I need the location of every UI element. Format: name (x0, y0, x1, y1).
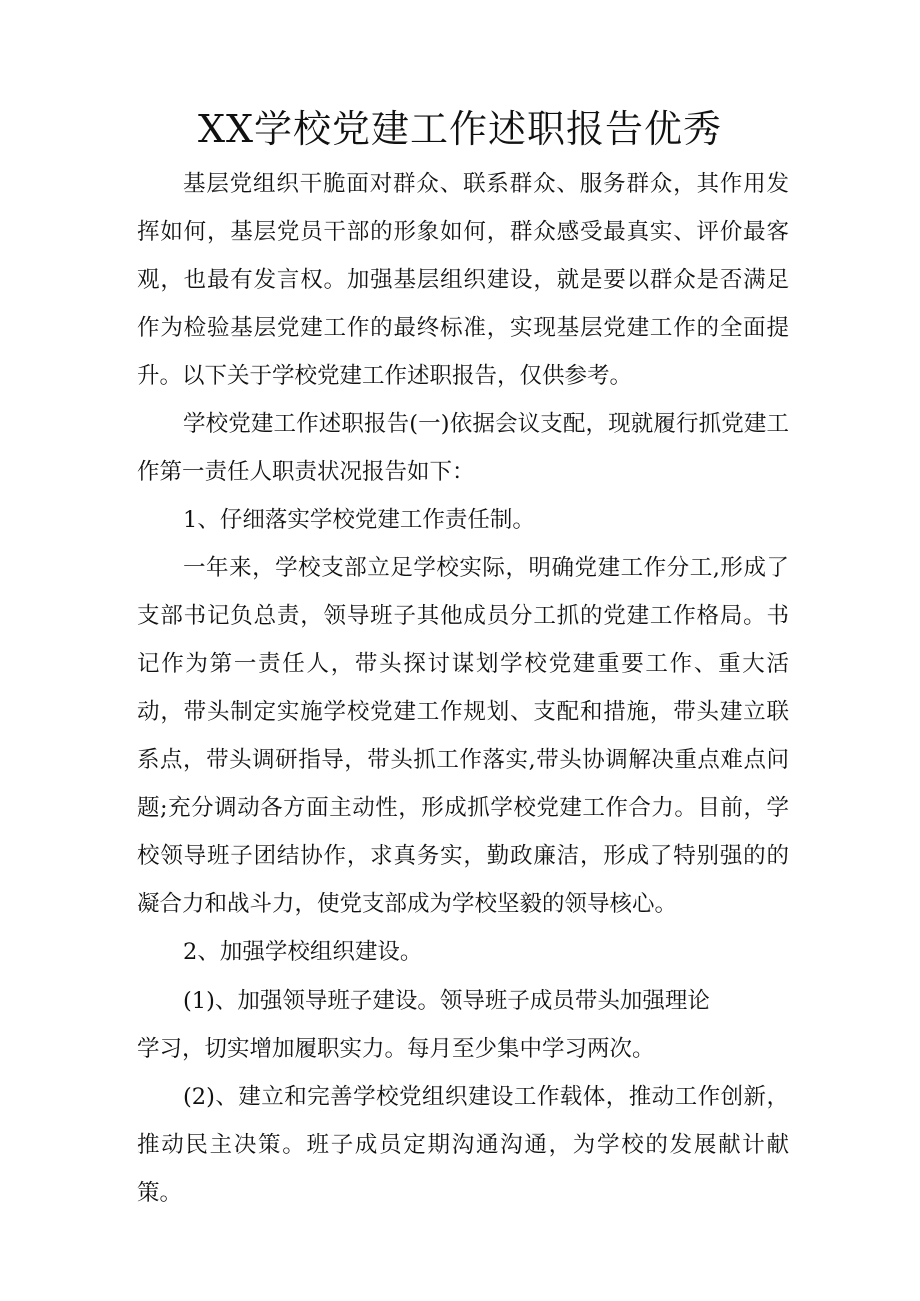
item1-line2: 学习，切实增加履职实力。每月至少集中学习两次。 (137, 1036, 655, 1062)
section1-body-paragraph: 一年来，学校支部立足学校实际，明确党建工作分工,形成了支部书记负总责，领导班子其他成员分工抓的党建工作格局。书记作为第一责任人，带头探讨谋划学校党建重要工作、重大活动，带头制定实施学校党建工作规划、支配和措施，带头建立联系点，带头调研指导，带头抓工作落实,带头协调解决重点难点问题;充分调动各方面主动性，形成抓学校党建工作合力。目前，学校领导班子团结协作，求真务实，勤政廉洁，形成了特别强的的凝合力和战斗力，使党支部成为学校坚毅的领导核心。 (137, 555, 789, 917)
item1-line1: (1)、加强领导班子建设。领导班子成员带头加强理论 (183, 988, 710, 1014)
section2-heading: 2、加强学校组织建设。 (183, 939, 423, 965)
section1-heading: 1、仔细落实学校党建工作责任制。 (183, 507, 535, 533)
document-title: XX学校党建工作述职报告优秀 (197, 107, 723, 151)
intro-paragraph: 基层党组织干脆面对群众、联系群众、服务群众，其作用发挥如何，基层党员干部的形象如何，群众感受最真实、评价最客观，也最有发言权。加强基层组织建设，就是要以群众是否满足作为检验基层党建工作的最终标准，实现基层党建工作的全面提升。以下关于学校党建工作述职报告，仅供参考。 (137, 171, 789, 389)
item2-paragraph: (2)、建立和完善学校党组织建设工作载体，推动工作创新，推动民主决策。班子成员定期沟通沟通，为学校的发展献计献策。 (137, 1084, 789, 1206)
report-opening-paragraph: 学校党建工作述职报告(一)依据会议支配，现就履行抓党建工作第一责任人职责状况报告如下： (137, 411, 789, 485)
